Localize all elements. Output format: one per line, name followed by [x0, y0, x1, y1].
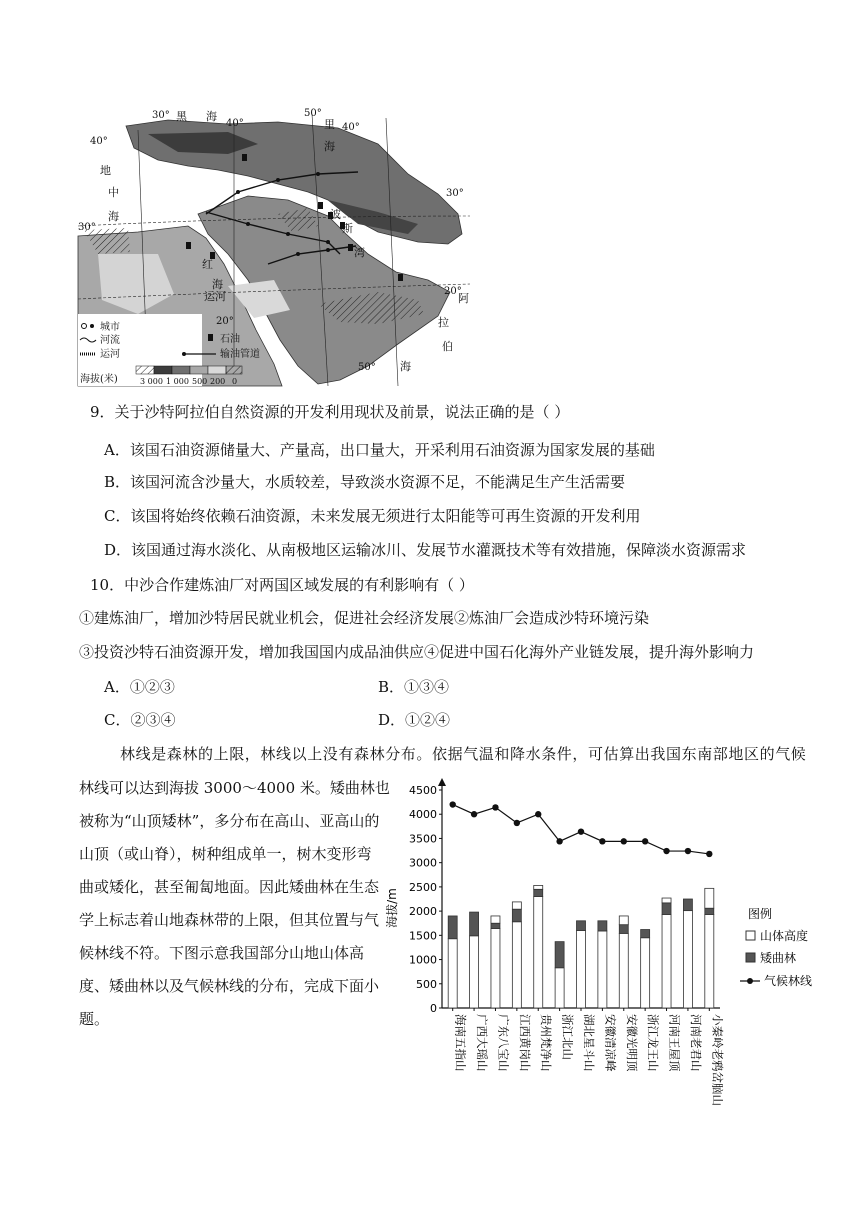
- x-tick-label: 安徽光明顶: [624, 1014, 639, 1072]
- bar-krummholz: [577, 921, 586, 931]
- x-tick-label: 广西大瑶山: [475, 1014, 490, 1072]
- bar-krummholz: [705, 908, 714, 914]
- legend-swatch-krummholz: [746, 953, 755, 962]
- x-tick-label: 江西黄岗山: [517, 1014, 532, 1072]
- y-tick-label: 1500: [409, 929, 437, 943]
- bar-krummholz: [512, 909, 521, 922]
- passage-line: 林线可以达到海拔 3000～4000 米。矮曲林也: [79, 779, 390, 797]
- map-label-red-sea-2: 海: [212, 278, 223, 291]
- map-label-caspian: 里: [324, 118, 335, 131]
- elev-tick-500: 500: [192, 377, 208, 386]
- y-tick-label: 1000: [409, 953, 437, 967]
- map-label-arabian-3: 伯: [442, 340, 453, 353]
- x-tick-label: 湖北星斗山: [582, 1014, 596, 1072]
- map-label-arabian-4: 海: [400, 360, 411, 373]
- coord-20-bottom: 20°: [216, 316, 234, 327]
- q10-option-a: A．①②③: [104, 678, 175, 696]
- bar-mountain: [470, 936, 479, 1008]
- treeline-point: [578, 828, 584, 834]
- treeline-point: [535, 811, 541, 817]
- elev-tick-1000: 1 000: [166, 377, 189, 386]
- bar-krummholz: [555, 942, 564, 968]
- treeline-point: [471, 811, 477, 817]
- legend-krummholz: 矮曲林: [760, 951, 797, 965]
- coord-30-right: 30°: [446, 188, 464, 199]
- x-tick-label: 浙江龙王山: [646, 1014, 661, 1072]
- map-label-arabian-2: 拉: [438, 316, 449, 329]
- legend-treeline: 气候林线: [764, 974, 813, 988]
- legend-mountain: 山体高度: [760, 929, 809, 943]
- elev-tick-3000: 3 000: [140, 377, 163, 386]
- treeline-point: [514, 820, 520, 826]
- q9-option-c: C．该国将始终依赖石油资源，未来发展无须进行太阳能等可再生资源的开发利用: [104, 507, 641, 525]
- bar-mountain: [491, 929, 500, 1008]
- treeline-point: [621, 838, 627, 844]
- coord-30-left: 30°: [78, 222, 96, 233]
- legend-swatch-treeline: [747, 978, 753, 984]
- x-tick-label: 河南老君山: [688, 1014, 703, 1072]
- bar-krummholz: [683, 899, 692, 911]
- passage-line: 被称为“山顶矮林”，多分布在高山、亚高山的: [79, 812, 380, 830]
- q9-option-b: B．该国河流含沙量大，水质较差，导致淡水资源不足，不能满足生产生活需要: [104, 473, 626, 491]
- q10-option-b: B．①③④: [378, 678, 450, 696]
- bar-krummholz: [491, 923, 500, 928]
- y-tick-label: 2500: [409, 880, 437, 894]
- treeline-point: [492, 804, 498, 810]
- coord-20-right: 20°: [444, 286, 462, 297]
- elev-tick-0: 0: [232, 377, 238, 386]
- legend-title: 图例: [748, 907, 773, 921]
- legend-swatch-mountain: [746, 931, 755, 940]
- y-tick-label: 3500: [409, 832, 437, 846]
- y-tick-label: 4500: [409, 784, 437, 797]
- coord-30: 30°: [152, 110, 170, 121]
- bar-krummholz: [470, 912, 479, 936]
- bar-summit: [705, 888, 714, 908]
- treeline-point: [642, 838, 648, 844]
- bar-mountain: [555, 968, 564, 1008]
- bar-krummholz: [448, 916, 457, 939]
- bar-mountain: [534, 897, 543, 1008]
- q10-option-d: D．①②④: [378, 711, 451, 729]
- passage-line: 曲或矮化，甚至匍匐地面。因此矮曲林在生态: [79, 878, 380, 896]
- y-tick-label: 3000: [409, 856, 437, 870]
- chart-legend: [740, 906, 812, 988]
- q9-option-d: D．该国通过海水淡化、从南极地区运输冰川、发展节水灌溉技术等有效措施，保障淡水资源需求: [104, 541, 747, 559]
- middle-east-map: [78, 104, 470, 386]
- map-label-arabian-1: 阿: [458, 292, 469, 305]
- y-axis-arrow: [438, 778, 446, 786]
- legend-canal: 运河: [100, 349, 120, 360]
- bar-mountain: [662, 915, 671, 1008]
- bar-mountain: [619, 933, 628, 1008]
- bar-mountain: [577, 930, 586, 1008]
- legend-elevation-label: 海拔(米): [80, 374, 118, 385]
- passage-intro: 林线是森林的上限，林线以上没有森林分布。依据气温和降水条件，可估算出我国东南部地区的气候: [120, 745, 807, 763]
- y-tick-label: 2000: [409, 905, 437, 919]
- passage-line: 山顶（或山脊），树种组成单一，树木变形弯: [79, 845, 372, 863]
- bar-mountain: [683, 911, 692, 1008]
- q10-line-2: ③投资沙特石油资源开发，增加我国国内成品油供应④促进中国石化海外产业链发展，提升海外影响力: [79, 643, 755, 661]
- coord-40-left: 40°: [90, 136, 108, 147]
- bar-summit: [619, 916, 628, 925]
- map-label-gulf-1: 波: [330, 208, 341, 221]
- elev-tick-200: 200: [210, 377, 226, 386]
- x-tick-label: 小秦岭老鸦岔脑山: [710, 1014, 725, 1106]
- x-tick-label: 安徽清凉峰: [603, 1014, 618, 1072]
- treeline-point: [706, 851, 712, 857]
- x-tick-label: 海南五指山: [453, 1014, 468, 1072]
- bar-summit: [512, 902, 521, 909]
- y-tick-label: 4000: [409, 808, 437, 822]
- bar-summit: [534, 885, 543, 889]
- map-label-canal: 运河: [204, 290, 226, 303]
- y-tick-label: 500: [416, 977, 437, 991]
- bar-mountain: [705, 915, 714, 1008]
- treeline-point: [663, 848, 669, 854]
- x-tick-label: 贵州梵净山: [539, 1014, 554, 1072]
- q10-option-c: C．②③④: [104, 711, 176, 729]
- coord-40-right: 40°: [342, 122, 360, 133]
- bar-mountain: [448, 939, 457, 1008]
- q10-stem: 10．中沙合作建炼油厂对两国区域发展的有利影响有（ ）: [90, 576, 474, 594]
- x-tick-label: 广东八宝山: [496, 1014, 511, 1072]
- map-label-med-1: 地: [100, 164, 111, 177]
- map-label-red-sea-1: 红: [202, 258, 213, 271]
- passage-line: 候林线不符。下图示意我国部分山地山体高: [79, 944, 365, 962]
- map-label-caspian-2: 海: [324, 140, 335, 153]
- bar-krummholz: [662, 903, 671, 915]
- bar-krummholz: [641, 930, 650, 938]
- map-label-med-3: 海: [108, 210, 119, 223]
- bar-krummholz: [534, 889, 543, 896]
- bar-mountain: [512, 922, 521, 1008]
- coord-50: 50°: [304, 108, 322, 119]
- bar-mountain: [598, 931, 607, 1008]
- bar-krummholz: [598, 921, 607, 931]
- bar-summit: [662, 898, 671, 903]
- treeline-point: [556, 838, 562, 844]
- chart-ylabel: 海拔/m: [385, 888, 399, 928]
- q9-option-a: A．该国石油资源储量大、产量高，出口量大，开采利用石油资源为国家发展的基础: [104, 441, 655, 459]
- passage-line: 题。: [79, 1010, 110, 1028]
- map-label-gulf-2: 斯: [342, 222, 353, 235]
- treeline-point: [449, 801, 455, 807]
- x-tick-label: 河南王屋顶: [667, 1014, 682, 1072]
- bar-summit: [491, 916, 500, 923]
- y-tick-label: 0: [430, 1002, 437, 1015]
- treeline-chart: [385, 778, 834, 1113]
- map-label-med-2: 中: [108, 186, 119, 199]
- passage-line: 度、矮曲林以及气候林线的分布，完成下面小: [79, 977, 380, 995]
- treeline-point: [599, 838, 605, 844]
- treeline-point: [685, 848, 691, 854]
- bar-mountain: [641, 938, 650, 1008]
- legend-pipeline: 输油管道: [220, 349, 260, 360]
- legend-river: 河流: [100, 335, 120, 346]
- legend-city: 城市: [100, 322, 120, 333]
- bar-krummholz: [619, 925, 628, 934]
- passage-line: 学上标志着山地森林带的上限，但其位置与气: [79, 911, 380, 929]
- coord-50-bottom: 50°: [358, 362, 376, 373]
- q9-stem: 9．关于沙特阿拉伯自然资源的开发利用现状及前景，说法正确的是（ ）: [90, 403, 570, 421]
- q10-line-1: ①建炼油厂，增加沙特居民就业机会，促进社会经济发展②炼油厂会造成沙特环境污染: [79, 609, 650, 627]
- map-label-black-sea-2: 海: [206, 110, 217, 123]
- map-label-black-sea: 黑: [176, 110, 187, 123]
- coord-40: 40°: [226, 118, 244, 129]
- passage-body: [79, 772, 390, 1036]
- x-tick-label: 浙江北山: [560, 1014, 575, 1060]
- map-label-gulf-3: 湾: [354, 246, 365, 259]
- legend-oil: 石油: [220, 334, 240, 345]
